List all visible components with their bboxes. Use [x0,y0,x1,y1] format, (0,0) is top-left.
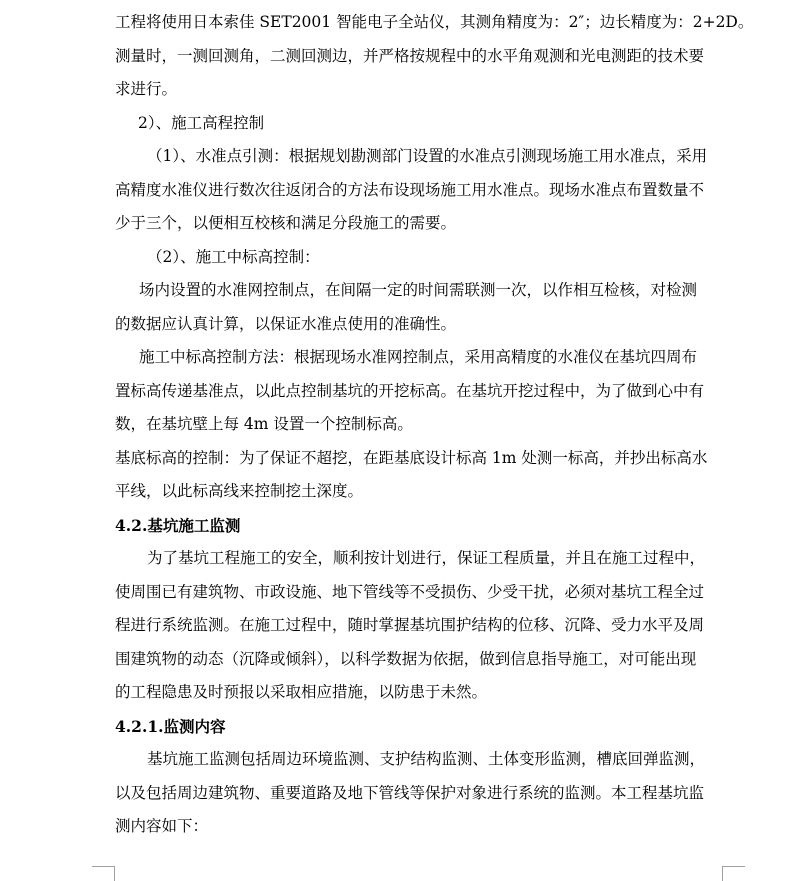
text-line: 基底标高的控制：为了保证不超挖，在距基底设计标高 1m 处测一标高，并抄出标高水 [115,448,708,467]
text-line: 以及包括周边建筑物、重要道路及地下管线等保护对象进行系统的监测。本工程基坑监 [115,783,705,802]
text-line: 围建筑物的动态（沉降或倾斜），以科学数据为依据，做到信息指导施工，对可能出现 [115,649,697,668]
subsection-heading: 2）、施工高程控制 [138,113,265,132]
page-corner-mark-left [92,866,115,881]
text-line: 置标高传递基准点，以此点控制基坑的开挖标高。在基坑开挖过程中，为了做到心中有 [115,381,705,400]
text-line: 测内容如下： [115,817,209,835]
page-corner-mark-right [722,866,745,881]
section-heading: 4.2.1.监测内容 [115,716,226,736]
text-line: 平线，以此标高线来控制挖土深度。 [115,482,364,500]
text-line: 的工程隐患及时预报以采取相应措施，以防患于未然。 [115,683,488,701]
text-line: 基坑施工监测包括周边环境监测、支护结构监测、土体变形监测，槽底回弹监测， [147,750,706,768]
text-line: 使周围已有建筑物、市政设施、地下管线等不受损伤、少受干扰，必须对基坑工程全过 [115,582,705,601]
text-line: 测量时，一测回测角，二测回测边，并严格按规程中的水平角观测和光电测距的技术要 [115,46,705,65]
text-line: 工程将使用日本索佳 SET2001 智能电子全站仪，其测角精度为：2″；边长精度为：2+2D。 [115,13,754,31]
text-line: 少于三个，以便相互校核和满足分段施工的需要。 [115,214,457,232]
text-line: 求进行。 [115,80,178,98]
subsection-heading: （2）、施工中标高控制： [147,247,320,266]
text-line: （1）、水准点引测：根据规划勘测部门设置的水准点引测现场施工用水准点，采用 [147,147,708,165]
text-line: 施工中标高控制方法：根据现场水准网控制点，采用高精度的水准仪在基坑四周布 [139,348,698,366]
document-body [115,6,754,844]
text-line: 场内设置的水准网控制点，在间隔一定的时间需联测一次，以作相互检核，对检测 [139,281,698,299]
text-line: 程进行系统监测。在施工过程中，随时掌握基坑围护结构的位移、沉降、受力水平及周 [115,616,705,634]
text-line: 的数据应认真计算，以保证水准点使用的准确性。 [115,314,457,333]
text-line: 为了基坑工程施工的安全，顺利按计划进行，保证工程质量，并且在施工过程中， [147,549,706,567]
text-line: 数，在基坑壁上每 4m 设置一个控制标高。 [115,415,413,433]
text-line: 高精度水准仪进行数次往返闭合的方法布设现场施工用水准点。现场水准点布置数量不 [115,180,705,199]
section-heading: 4.2.基坑施工监测 [115,515,241,535]
